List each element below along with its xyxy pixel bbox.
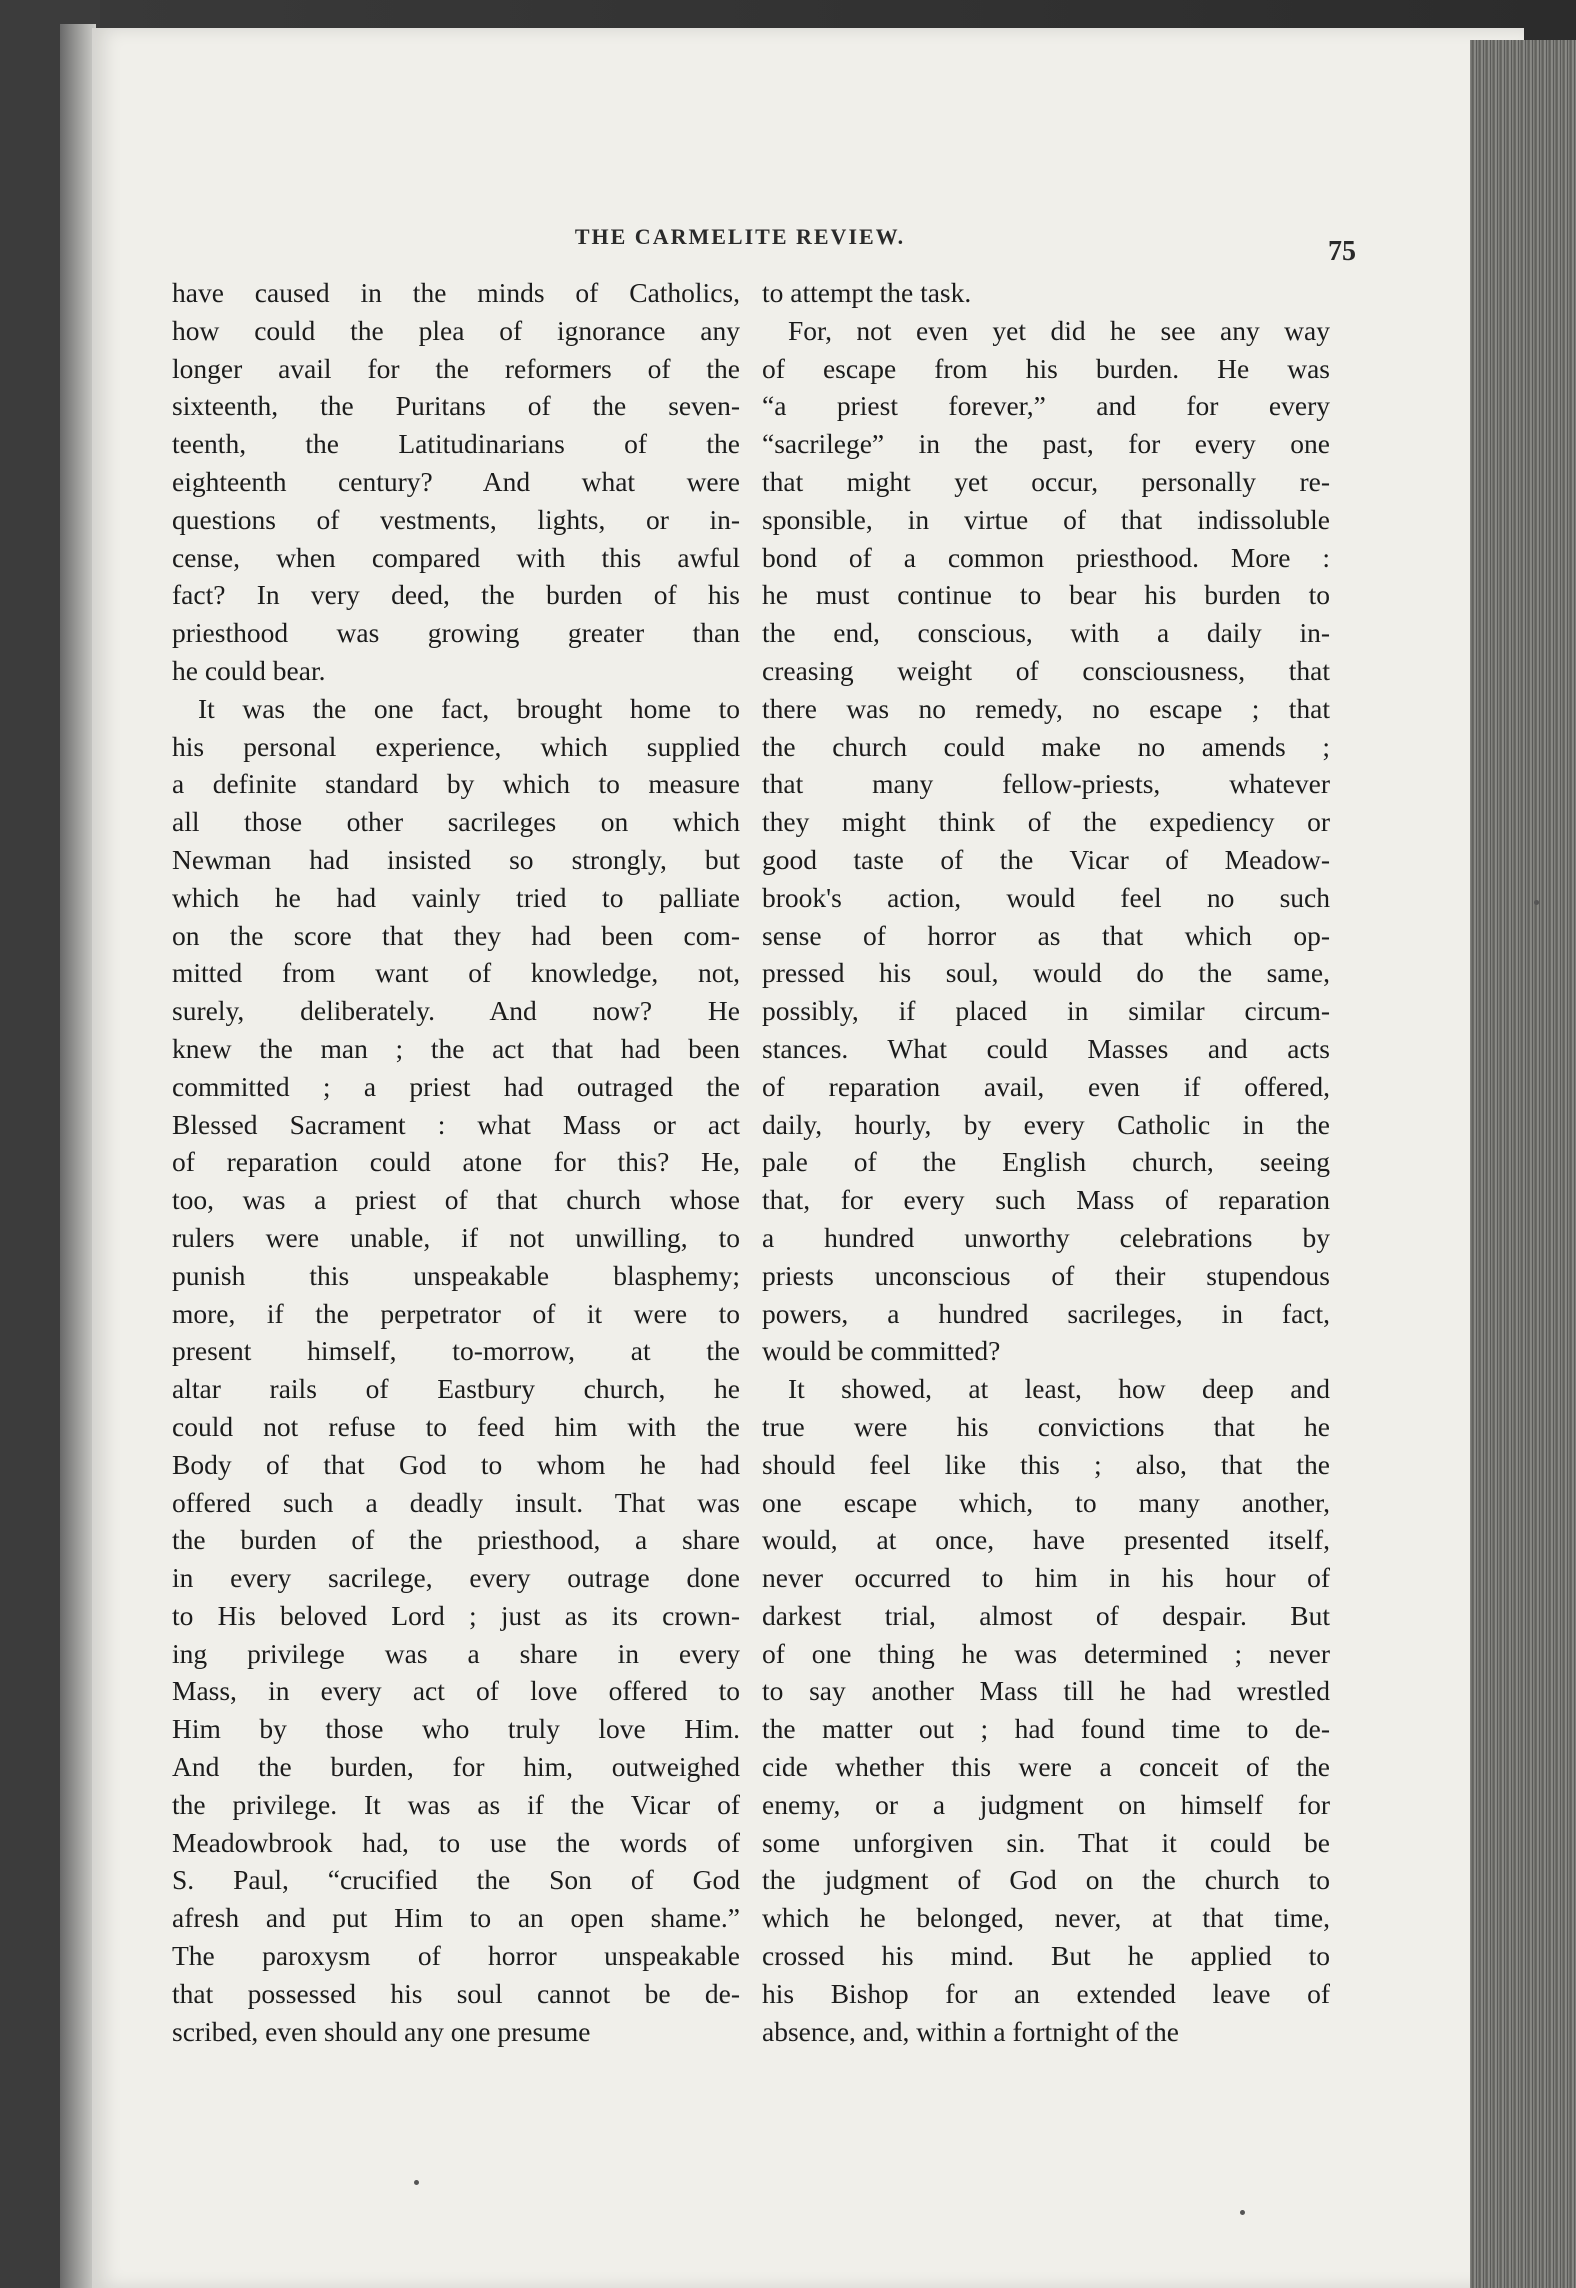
text-line: The paroxysm of horror unspeakable	[172, 1940, 740, 1972]
text-line: some unforgiven sin. That it could be	[762, 1826, 1330, 1858]
text-line: a definite standard by which to measure	[172, 768, 740, 800]
text-line: priesthood was growing greater than	[172, 617, 740, 649]
scan-speck	[1240, 2210, 1245, 2215]
text-line: committed ; a priest had outraged the	[172, 1070, 740, 1102]
text-line: would, at once, have presented itself,	[762, 1524, 1330, 1556]
text-line: he could bear.	[172, 654, 326, 686]
text-line: crossed his mind. But he applied to	[762, 1940, 1330, 1972]
text-line: ing privilege was a share in every	[172, 1637, 740, 1669]
text-line: cense, when compared with this awful	[172, 541, 740, 573]
text-line: would be committed?	[762, 1335, 1001, 1367]
text-line: punish this unspeakable blasphemy;	[172, 1259, 740, 1291]
text-line: the church could make no amends ;	[762, 730, 1330, 762]
text-line: that might yet occur, personally re-	[762, 465, 1330, 497]
text-line: which he belonged, never, at that time,	[762, 1902, 1330, 1934]
text-line: that many fellow-priests, whatever	[762, 768, 1330, 800]
scan-speck	[1534, 900, 1539, 905]
text-line: the judgment of God on the church to	[762, 1864, 1330, 1896]
text-line: afresh and put Him to an open shame.”	[172, 1902, 740, 1934]
text-line: mitted from want of knowledge, not,	[172, 957, 740, 989]
text-line: For, not even yet did he see any way	[788, 314, 1330, 346]
text-line: Mass, in every act of love offered to	[172, 1675, 740, 1707]
text-line: the end, conscious, with a daily in-	[762, 617, 1330, 649]
text-line: which he had vainly tried to palliate	[172, 881, 740, 913]
text-line: to His beloved Lord ; just as its crown-	[172, 1599, 740, 1631]
text-line: that possessed his soul cannot be de-	[172, 1977, 740, 2009]
text-line: enemy, or a judgment on himself for	[762, 1788, 1330, 1820]
text-line: scribed, even should any one presume	[172, 2015, 591, 2047]
text-line: true were his convictions that he	[762, 1410, 1330, 1442]
text-line: darkest trial, almost of despair. But	[762, 1599, 1330, 1631]
text-line: stances. What could Masses and acts	[762, 1032, 1330, 1064]
page-stack-edges	[1470, 40, 1576, 2288]
text-line: that, for every such Mass of reparation	[762, 1184, 1330, 1216]
text-line: all those other sacrileges on which	[172, 806, 740, 838]
text-line: the privilege. It was as if the Vicar of	[172, 1788, 740, 1820]
text-line: priests unconscious of their stupendous	[762, 1259, 1330, 1291]
text-line: longer avail for the reformers of the	[172, 352, 740, 384]
text-line: pressed his soul, would do the same,	[762, 957, 1330, 989]
text-line: sponsible, in virtue of that indissoluble	[762, 503, 1330, 535]
text-line: Blessed Sacrament : what Mass or act	[172, 1108, 740, 1140]
text-line: to attempt the task.	[762, 277, 972, 308]
text-line: absence, and, within a fortnight of the	[762, 2015, 1179, 2047]
text-line: “a priest forever,” and for every	[762, 390, 1330, 422]
text-line: altar rails of Eastbury church, he	[172, 1373, 740, 1405]
text-line: of reparation could atone for this? He,	[172, 1146, 740, 1178]
text-line: could not refuse to feed him with the	[172, 1410, 740, 1442]
text-line: Meadowbrook had, to use the words of	[172, 1826, 740, 1858]
text-line: the burden of the priesthood, a share	[172, 1524, 740, 1556]
text-line: possibly, if placed in similar circum-	[762, 995, 1330, 1027]
text-line: he must continue to bear his burden to	[762, 579, 1330, 611]
text-line: sense of horror as that which op-	[762, 919, 1330, 951]
text-line: Him by those who truly love Him.	[172, 1713, 740, 1745]
text-line: sixteenth, the Puritans of the seven-	[172, 390, 740, 422]
left-text-column	[172, 274, 740, 2050]
text-line: never occurred to him in his hour of	[762, 1562, 1330, 1594]
text-line: they might think of the expediency or	[762, 806, 1330, 838]
text-line: daily, hourly, by every Catholic in the	[762, 1108, 1330, 1140]
text-line: there was no remedy, no escape ; that	[762, 692, 1330, 724]
text-line: of escape from his burden. He was	[762, 352, 1330, 384]
text-line: creasing weight of consciousness, that	[762, 654, 1330, 686]
text-line: It was the one fact, brought home to	[198, 692, 740, 724]
text-line: how could the plea of ignorance any	[172, 314, 740, 346]
text-line: his personal experience, which supplied	[172, 730, 740, 762]
text-line: cide whether this were a conceit of the	[762, 1751, 1330, 1783]
text-line: one escape which, to many another,	[762, 1486, 1330, 1518]
text-line: too, was a priest of that church whose	[172, 1184, 740, 1216]
text-line: to say another Mass till he had wrestled	[762, 1675, 1330, 1707]
text-line: the matter out ; had found time to de-	[762, 1713, 1330, 1745]
text-line: rulers were unable, if not unwilling, to	[172, 1221, 740, 1253]
text-line: It showed, at least, how deep and	[788, 1373, 1330, 1405]
text-line: Body of that God to whom he had	[172, 1448, 740, 1480]
text-line: teenth, the Latitudinarians of the	[172, 428, 740, 460]
text-line: knew the man ; the act that had been	[172, 1032, 740, 1064]
text-line: Newman had insisted so strongly, but	[172, 843, 740, 875]
text-line: offered such a deadly insult. That was	[172, 1486, 740, 1518]
text-line: have caused in the minds of Catholics,	[172, 277, 740, 308]
text-line: And the burden, for him, outweighed	[172, 1751, 740, 1783]
running-title: THE CARMELITE REVIEW.	[574, 224, 906, 249]
text-line: present himself, to-morrow, at the	[172, 1335, 740, 1367]
text-line: pale of the English church, seeing	[762, 1146, 1330, 1178]
text-line: good taste of the Vicar of Meadow-	[762, 843, 1330, 875]
text-line: S. Paul, “crucified the Son of God	[172, 1864, 740, 1896]
right-text-column	[762, 274, 1330, 2050]
text-line: of one thing he was determined ; never	[762, 1637, 1330, 1669]
text-line: brook's action, would feel no such	[762, 881, 1330, 913]
text-line: bond of a common priesthood. More :	[762, 541, 1330, 573]
text-line: should feel like this ; also, that the	[762, 1448, 1330, 1480]
text-line: on the score that they had been com-	[172, 919, 740, 951]
page-gutter-shadow	[60, 24, 96, 2288]
page-number: 75	[1328, 236, 1356, 267]
text-line: his Bishop for an extended leave of	[762, 1977, 1330, 2009]
text-line: “sacrilege” in the past, for every one	[762, 428, 1330, 460]
text-line: powers, a hundred sacrileges, in fact,	[762, 1297, 1330, 1329]
text-line: a hundred unworthy celebrations by	[762, 1221, 1330, 1253]
text-line: questions of vestments, lights, or in-	[172, 503, 740, 535]
text-line: surely, deliberately. And now? He	[172, 995, 740, 1027]
text-line: in every sacrilege, every outrage done	[172, 1562, 740, 1594]
text-line: more, if the perpetrator of it were to	[172, 1297, 740, 1329]
text-line: of reparation avail, even if offered,	[762, 1070, 1330, 1102]
scan-speck	[414, 2180, 419, 2185]
text-line: fact? In very deed, the burden of his	[172, 579, 740, 611]
text-line: eighteenth century? And what were	[172, 465, 740, 497]
